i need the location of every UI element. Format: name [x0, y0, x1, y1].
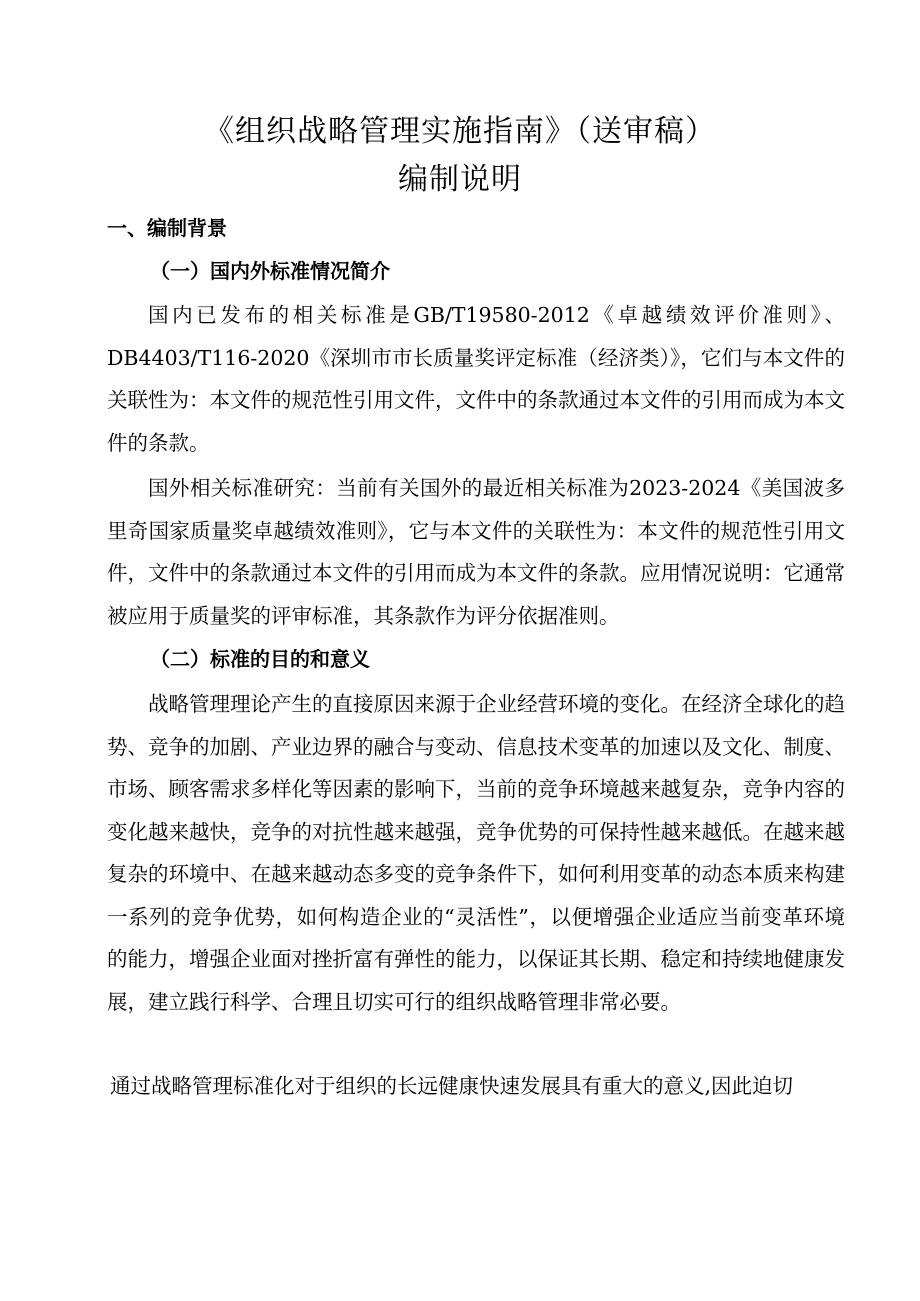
document-subtitle: 编制说明: [398, 162, 522, 197]
paragraph-standardization-continued: 通过战略管理标准化对于组织的长远健康快速发展具有重大的意义,因此迫切: [110, 1074, 794, 1098]
paragraph-domestic-standards: 国内已发布的相关标准是GB/T19580-2012《卓越绩效评价准则》、DB4403/T116-2020《深圳市市长质量奖评定标准（经济类）》，它们与本文件的关联性为：本文件的规范性引用文件，文件中的条款通过本文件的引用而成为本文件的条款。: [107, 303, 845, 455]
paragraph-foreign-standards: 国外相关标准研究：当前有关国外的最近相关标准为2023-2024《美国波多里奇国家质量奖卓越绩效准则》，它与本文件的关联性为：本文件的规范性引用文件，文件中的条款通过本文件的引用而成为本文件的条款。应用情况说明：它通常被应用于质量奖的评审标准，其条款作为评分依据准则。: [107, 476, 845, 628]
subsection-heading-purpose: （二）标准的目的和意义: [150, 647, 370, 671]
document-title: 《组织战略管理实施指南》（送审稿）: [204, 114, 716, 149]
section-heading-background: 一、编制背景: [107, 216, 227, 240]
paragraph-purpose-significance: 战略管理理论产生的直接原因来源于企业经营环境的变化。在经济全球化的趋势、竞争的加剧、产业边界的融合与变动、信息技术变革的加速以及文化、制度、市场、顾客需求多样化等因素的影响下，当前的竞争环境越来越复杂，竞争内容的变化越来越快，竞争的对抗性越来越强，竞争优势的可保持性越来越低。在越来越复杂的环境中、在越来越动态多变的竞争条件下，如何利用变革的动态本质来构建一系列的竞争优势，如何构造企业的“灵活性”，以便增强企业适应当前变革环境的能力，增强企业面对挫折富有弹性的能力，以保证其长期、稳定和持续地健康发展，建立践行科学、合理且切实可行的组织战略管理非常必要。: [107, 692, 845, 1014]
subsection-heading-standards-overview: （一）国内外标准情况简介: [150, 259, 390, 283]
